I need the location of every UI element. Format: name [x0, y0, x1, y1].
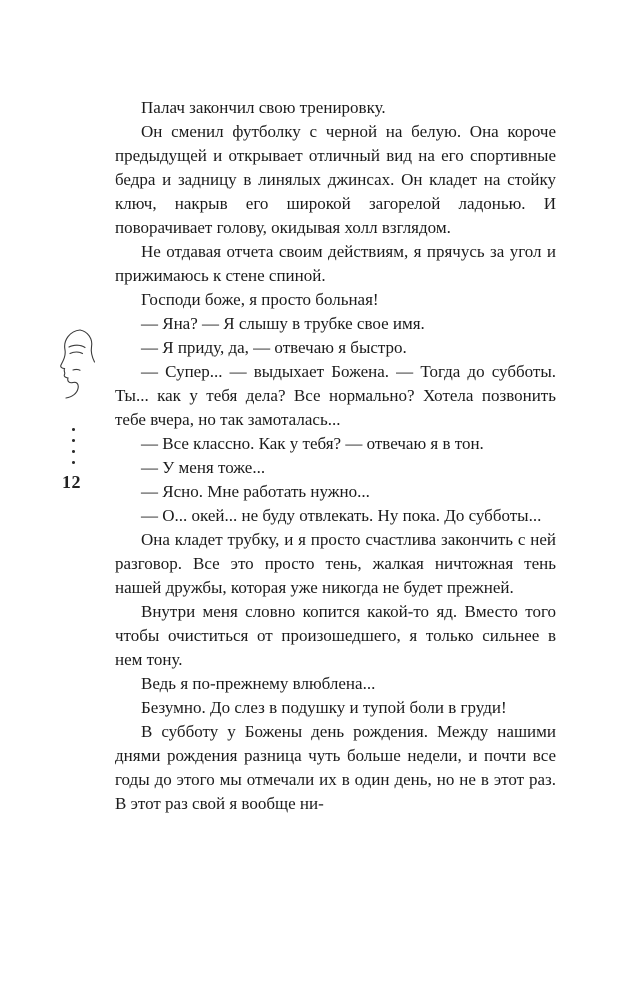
- paragraph: — О... окей... не буду отвлекать. Ну пока. До субботы...: [141, 506, 542, 525]
- vertical-ellipsis-icon: [70, 428, 76, 464]
- dot: [72, 450, 75, 453]
- paragraph: Ведь я по-прежнему влюблена...: [141, 674, 376, 693]
- paragraph: Безумно. До слез в подушку и тупой боли в груди!: [141, 698, 507, 717]
- dot: [72, 461, 75, 464]
- paragraph: Господи боже, я просто больная!: [141, 290, 379, 309]
- paragraph: — Супер... — выдыхает Божена. — Тогда до субботы. Ты... как у тебя дела? Все нормально? Хотела позвонить тебе вчера, но так замоталась...: [115, 362, 556, 429]
- paragraph: Она кладет трубку, и я просто счастлива закончить с ней разговор. Все это просто тень, жалкая ничтожная тень нашей дружбы, которая уже никогда не будет прежней.: [115, 530, 556, 597]
- paragraph: — Ясно. Мне работать нужно...: [141, 482, 370, 501]
- paragraph: Внутри меня словно копится какой-то яд. Вместо того чтобы очиститься от произошедшего, я только сильнее в нем тону.: [115, 602, 556, 669]
- paragraph: Не отдавая отчета своим действиям, я прячусь за угол и прижимаюсь к стене спиной.: [115, 242, 556, 285]
- dot: [72, 428, 75, 431]
- paragraph: Он сменил футболку с черной на белую. Она короче предыдущей и открывает отличный вид на его спортивные бедра и задницу в линялых джинсах. Он кладет на стойку ключ, накрыв его широкой загорелой ладонью. И поворачивает голову, окидывая холл взглядом.: [115, 122, 556, 237]
- paragraph: — У меня тоже...: [141, 458, 266, 477]
- face-sketch-icon: [50, 326, 106, 402]
- paragraph: — Яна? — Я слышу в трубке свое имя.: [141, 314, 425, 333]
- page-number: 12: [62, 472, 81, 492]
- paragraph: — Все классно. Как у тебя? — отвечаю я в тон.: [141, 434, 484, 453]
- paragraph: Палач закончил свою тренировку.: [141, 98, 386, 117]
- paragraph: В субботу у Божены день рождения. Между нашими днями рождения разница чуть больше недели, и почти все годы до этого мы отмечали их в один день, но не в этот раз. В этот раз свой я вообще ни-: [115, 722, 556, 813]
- dot: [72, 439, 75, 442]
- paragraph: — Я приду, да, — отвечаю я быстро.: [141, 338, 407, 357]
- body-text: [115, 96, 556, 816]
